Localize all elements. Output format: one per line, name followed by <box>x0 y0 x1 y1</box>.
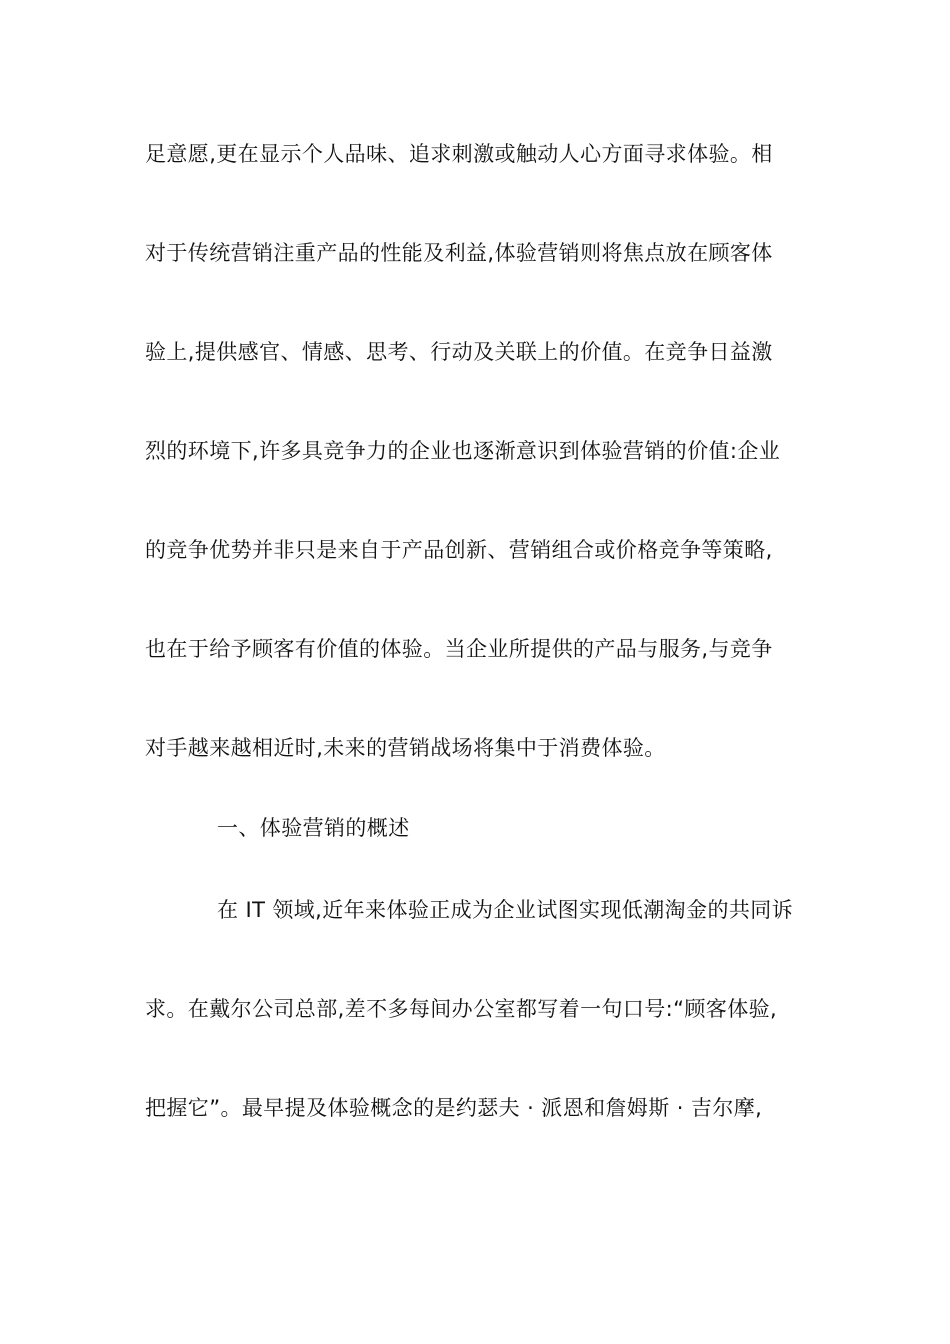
paragraph-1-line-7: 对手越来越相近时,未来的营销战场将集中于消费体验。 <box>145 736 666 760</box>
paragraph-1-line-4: 烈的环境下,许多具竞争力的企业也逐渐意识到体验营销的价值:企业 <box>145 439 781 463</box>
paragraph-1-line-1: 足意愿,更在显示个人品味、追求刺激或触动人心方面寻求体验。相 <box>145 142 773 166</box>
paragraph-1-line-3: 验上,提供感官、情感、思考、行动及关联上的价值。在竞争日益激 <box>145 340 773 364</box>
paragraph-1-line-2: 对于传统营销注重产品的性能及利益,体验营销则将焦点放在顾客体 <box>145 241 773 265</box>
section-heading: 一、体验营销的概述 <box>217 816 410 840</box>
paragraph-2-line-2: 求。在戴尔公司总部,差不多每间办公室都写着一句口号:“顾客体验, <box>145 997 778 1021</box>
paragraph-2-line-3: 把握它”。最早提及体验概念的是约瑟夫 · 派恩和詹姆斯 · 吉尔摩, <box>145 1096 763 1120</box>
paragraph-1-line-6: 也在于给予顾客有价值的体验。当企业所提供的产品与服务,与竞争 <box>145 637 773 661</box>
paragraph-1-line-5: 的竞争优势并非只是来自于产品创新、营销组合或价格竞争等策略, <box>145 538 773 562</box>
paragraph-2-line-1: 在 IT 领域,近年来体验正成为企业试图实现低潮淘金的共同诉 <box>217 898 794 922</box>
